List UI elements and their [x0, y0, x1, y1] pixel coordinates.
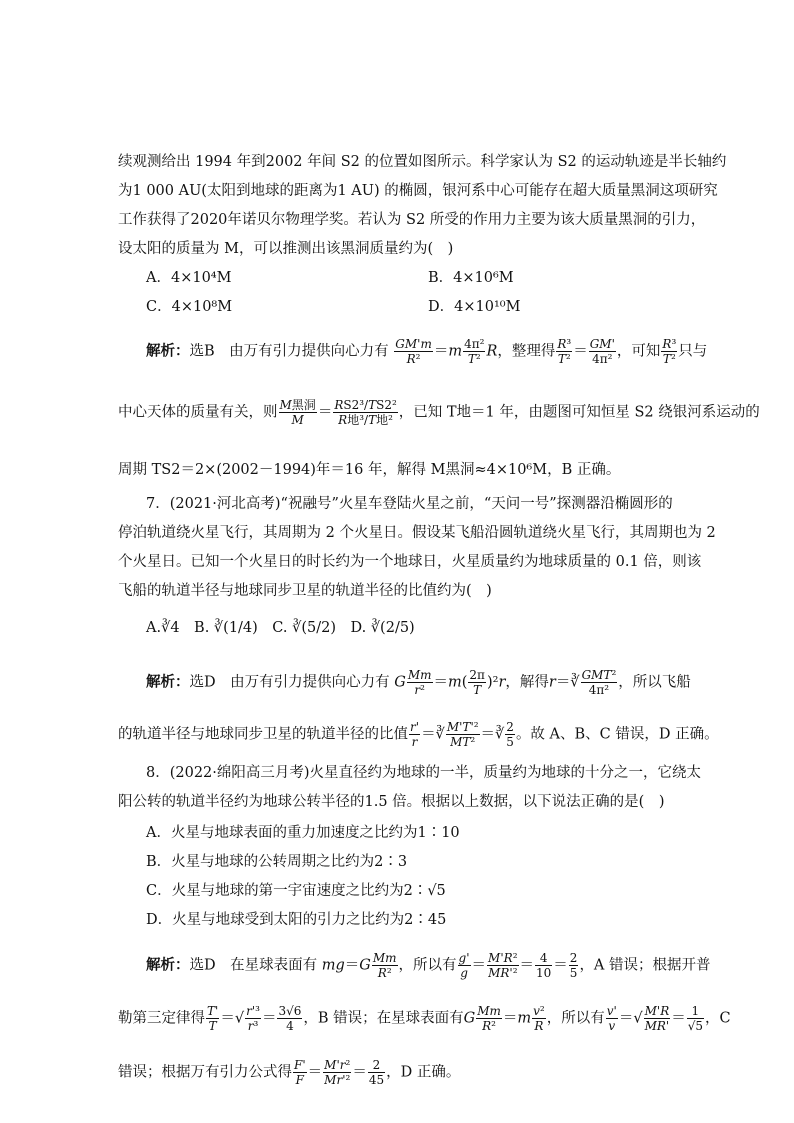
solution-text: ，所以飞船 — [618, 674, 691, 691]
formula: $\frac{2\pi}{T}$ — [469, 668, 485, 697]
q6-option-c: C．4×10⁸M — [146, 299, 233, 315]
formula: $\frac{GM'}{\text{4π²}}$ — [589, 337, 615, 366]
q8-line-2: 阳公转的轨道半径约为地球公转半径的1.5 倍。根据以上数据，以下说法正确的是( ) — [118, 794, 665, 810]
formula: $\frac{T'}{T}$ — [207, 1004, 219, 1033]
solution-text: 选B 由万有引力提供向心力有 — [189, 343, 389, 360]
q8-solution-line-3: 错误；根据万有引力公式得 $\frac{F'}{F}$ ＝ $\frac{\text{M'r²}}{\text{Mr'²}}$ ＝ $\frac{2}{45}$ ，D 正确。 — [118, 1058, 461, 1087]
solution-text: ，已知 T地＝1 年，由题图可知恒星 S2 绕银河系运动的 — [398, 404, 760, 421]
formula: $\frac{Mm}{\text{R²}}$ — [372, 951, 397, 980]
solution-text: 。故 A、B、C 错误，D 正确。 — [515, 726, 719, 743]
q8-option-d: D．火星与地球受到太阳的引力之比约为2∶45 — [146, 912, 447, 928]
solution-label: 解析： — [146, 956, 190, 974]
solution-text: ，可知 — [616, 343, 661, 360]
formula: $\frac{GM'm}{\text{R²}}$ — [395, 337, 432, 366]
q8-line-1: 8．(2022·绵阳高三月考)火星直径约为地球的一半，质量约为地球的十分之一，它绕太 — [146, 765, 702, 781]
solution-text: 只与 — [678, 343, 708, 360]
formula: $\frac{\text{GMT²}}{\text{4π²}}$ — [581, 668, 617, 697]
q6-solution-line-3: 周期 TS2＝2×(2002－1994)年＝16 年，解得 M黑洞≈4×10⁶M，B 正确。 — [118, 462, 621, 478]
q6-line-4: 设太阳的质量为 M，可以推测出该黑洞质量约为( ) — [118, 241, 454, 257]
formula: $\frac{F'}{F}$ — [294, 1058, 306, 1087]
q6-option-a: A．4×10⁴M — [146, 270, 232, 286]
formula: $\frac{\text{M'R²}}{\text{MR'²}}$ — [488, 951, 518, 980]
solution-text: ，整理得 — [497, 343, 556, 360]
formula: $\frac{3√6}{4}$ — [278, 1004, 302, 1033]
q7-options: A.∛4 B. ∛(1/4) C. ∛(5/2) D. ∛(2/5) — [146, 620, 415, 636]
q6-line-2: 为1 000 AU(太阳到地球的距离为1 AU) 的椭圆，银河系中心可能存在超大质量黑洞这项研究 — [118, 183, 718, 199]
formula: $\frac{g'}{g}$ — [458, 951, 470, 980]
q7-line-2: 停泊轨道绕火星飞行，其周期为 2 个火星日。假设某飞船沿圆轨道绕火星飞行，其周期也为 2 — [118, 525, 716, 541]
q7-line-3: 个火星日。已知一个火星日的时长约为一个地球日，火星质量约为地球质量的 0.1 倍，则该 — [118, 554, 702, 570]
formula: $\frac{2}{5}$ — [569, 951, 578, 980]
solution-text: ，所以有 — [546, 1010, 605, 1027]
solution-text: 错误；根据万有引力公式得 — [118, 1064, 292, 1081]
formula: $\frac{\text{4π²}}{\text{T²}}$ — [464, 337, 485, 366]
formula: $\frac{\text{M'r²}}{\text{Mr'²}}$ — [324, 1058, 351, 1087]
q8-solution-line-1: 解析：选D 在星球表面有 mg＝G $\frac{Mm}{\text{R²}}$ ，所以有 $\frac{g'}{g}$ ＝ $\frac{\text{M'R²}}{\text{MR'²}}$ ＝ $\frac{4}{10}$ ＝ $\frac{2}{5}$ ，A 错误；根据开普 — [146, 951, 711, 980]
solution-text: 的轨道半径与地球同步卫星的轨道半径的比值 — [118, 726, 408, 743]
solution-text: ，解得 — [505, 674, 549, 691]
solution-text: 中心天体的质量有关，则 — [118, 404, 278, 421]
solution-text: 勒第三定律得 — [118, 1010, 205, 1027]
q6-option-b: B．4×10⁶M — [428, 270, 514, 286]
q7-solution-line-2: 的轨道半径与地球同步卫星的轨道半径的比值 $\frac{r'}{r}$ ＝∛ $\frac{\text{M'T'²}}{\text{MT²}}$ ＝∛ $\frac{2}{5}$ 。故 A、B、C 错误，D 正确。 — [118, 720, 719, 749]
q8-solution-line-2: 勒第三定律得 $\frac{T'}{T}$ ＝√ $\frac{\text{r'³}}{\text{r³}}$ ＝ $\frac{3√6}{4}$ ，B 错误；在星球表面有G $\frac{Mm}{\text{R²}}$ ＝m $\frac{\text{v²}}{R}$ ，所以有 $\frac{v'}{v}$ ＝√ $\frac{M'R}{MR'}$ ＝ $\frac{1}{√5}$ ，C — [118, 1004, 731, 1033]
formula: $\frac{v'}{v}$ — [606, 1004, 617, 1033]
solution-text: 选D 由万有引力提供向心力有 — [189, 674, 390, 691]
formula: $\frac{M'R}{MR'}$ — [644, 1004, 670, 1033]
q8-option-c: C．火星与地球的第一宇宙速度之比约为2∶√5 — [146, 883, 446, 899]
formula: $\frac{2}{5}$ — [506, 720, 514, 749]
formula: $\frac{\text{v²}}{R}$ — [533, 1004, 545, 1033]
q7-solution-line-1: 解析：选D 由万有引力提供向心力有 G $\frac{Mm}{\text{r²}}$ ＝m( $\frac{2\pi}{T}$ )²r，解得r＝∛ $\frac{\text{GMT²}}{\text{4π²}}$ ，所以飞船 — [146, 668, 691, 697]
formula: $\frac{4}{10}$ — [536, 951, 552, 980]
formula: $\frac{\text{M黑洞}}{M}$ — [279, 398, 316, 427]
q6-line-1: 续观测给出 1994 年到2002 年间 S2 的位置如图所示。科学家认为 S2 的运动轨迹是半长轴约 — [118, 154, 727, 170]
solution-text: ，A 错误；根据开普 — [579, 957, 711, 974]
formula: $\frac{\text{RS2³/TS2²}}{\text{R地³/T地²}}$ — [334, 398, 397, 427]
formula: $\frac{Mm}{\text{R²}}$ — [477, 1004, 501, 1033]
solution-text: ，所以有 — [398, 957, 457, 974]
solution-text: ，D 正确。 — [386, 1064, 461, 1081]
formula: $\frac{1}{√5}$ — [687, 1004, 704, 1033]
formula: $\frac{r'}{r}$ — [410, 720, 420, 749]
solution-label: 解析： — [146, 342, 190, 360]
solution-label: 解析： — [146, 673, 190, 691]
q6-option-d: D．4×10¹⁰M — [428, 299, 521, 315]
q6-line-3: 工作获得了2020年诺贝尔物理学奖。若认为 S2 所受的作用力主要为该大质量黑洞的引力， — [118, 212, 706, 228]
formula: $\frac{\text{R³}}{\text{T²}}$ — [557, 337, 572, 366]
formula: $\frac{Mm}{\text{r²}}$ — [407, 668, 432, 697]
q7-line-1: 7．(2021·河北高考)“祝融号”火星车登陆火星之前，“天问一号”探测器沿椭圆形的 — [146, 496, 673, 512]
formula: $\frac{\text{M'T'²}}{\text{MT²}}$ — [446, 720, 479, 749]
q6-solution-line-2: 中心天体的质量有关，则 $\frac{\text{M黑洞}}{M}$ ＝ $\frac{\text{RS2³/TS2²}}{\text{R地³/T地²}}$ ，已知 T地＝1 年，由题图可知恒星 S2 绕银河系运动的 — [118, 398, 760, 427]
q8-option-b: B．火星与地球的公转周期之比约为2∶3 — [146, 854, 408, 870]
formula: $\frac{2}{45}$ — [368, 1058, 385, 1087]
q8-option-a: A．火星与地球表面的重力加速度之比约为1∶10 — [146, 825, 460, 841]
formula: $\frac{\text{r'³}}{\text{r³}}$ — [246, 1004, 260, 1033]
q7-line-4: 飞船的轨道半径与地球同步卫星的轨道半径的比值约为( ) — [118, 583, 492, 599]
formula: $\frac{\text{R³}}{\text{T²}}$ — [662, 337, 677, 366]
q6-solution-line-1: 解析：选B 由万有引力提供向心力有 $\frac{GM'm}{\text{R²}}$ ＝m $\frac{\text{4π²}}{\text{T²}}$ R，整理得 $\frac{\text{R³}}{\text{T²}}$ ＝ $\frac{GM'}{\text{4π²}}$ ，可知 $\frac{\text{R³}}{\text{T²}}$ 只与 — [146, 337, 708, 366]
solution-text: ，B 错误；在星球表面有 — [303, 1010, 464, 1027]
solution-text: ，C — [705, 1010, 731, 1027]
solution-text: 选D 在星球表面有 — [189, 957, 318, 974]
